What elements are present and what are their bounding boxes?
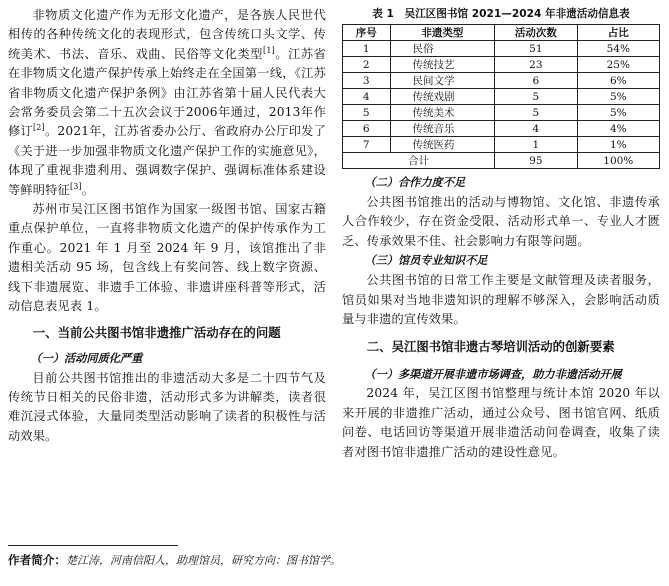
cell-share: 5%: [577, 89, 659, 105]
survey-paragraph: 2024 年，吴江区图书馆整理与统计本馆 2020 年以来开展的非遗推广活动，通过公众号、图书馆官网、纸质问卷、电话回访等渠道开展非遗活动问卷调查，收集了读者对图书馆非遗推广活动的建设性意见。: [342, 386, 660, 459]
header-count: 活动次数: [495, 25, 577, 41]
table-row: [343, 137, 660, 153]
footnote-label: 作者简介：: [8, 553, 66, 567]
cell-no: 6: [343, 121, 391, 137]
intro-text-4: 。: [81, 182, 95, 197]
table-row: [343, 73, 660, 89]
cell-count: 23: [495, 57, 577, 73]
table-header-row: [343, 25, 660, 41]
cell-count: 5: [495, 89, 577, 105]
cell-share: 4%: [577, 121, 659, 137]
intro-text-1: 非物质文化遗产作为无形文化遗产，是各族人民世代相传的各种传统文化的表现形式，包含传统口头文学、传统美术、书法、音乐、戏曲、民俗等文化类型: [8, 8, 326, 61]
cell-no: 2: [343, 57, 391, 73]
footnote-text: 楚江涛，河南信阳人，助理馆员，研究方向：图书馆学。: [65, 554, 341, 567]
intro-text-3: 。2021年，江苏省委办公厅、省政府办公厅印发了《关于进一步加强非物质文化遗产保护工作的实施意见》，体现了重视非遗利用、强调数字保护、强调标准体系建设等鲜明特征: [8, 124, 326, 197]
staff-paragraph: 公共图书馆的日常工作主要是文献管理及读者服务，馆员如果对当地非遗知识的理解不够深入，会影响活动质量与非遗的宣传效果。: [342, 273, 660, 327]
header-share: 占比: [577, 25, 659, 41]
header-no: 序号: [343, 25, 391, 41]
left-column: [8, 6, 326, 446]
cooperation-paragraph: 公共图书馆推出的活动与博物馆、文化馆、非遗传承人合作较少，存在资金受限、活动形式单一、专业人才匮乏、传承效果不佳、社会影响力有限等问题。: [342, 195, 660, 248]
table-row: [343, 41, 660, 57]
cell-no: 3: [343, 73, 391, 89]
cell-count: 1: [495, 137, 577, 153]
cell-no: 7: [343, 137, 391, 153]
cell-share: 6%: [577, 73, 659, 89]
reference-3: [3]: [69, 181, 82, 191]
table-caption: 表 1 吴江区图书馆 2021—2024 年非遗活动信息表: [372, 8, 630, 20]
cell-count: 5: [495, 105, 577, 121]
total-label: 合计: [343, 153, 495, 169]
library-paragraph: 苏州市吴江区图书馆作为国家一级图书馆、国家古籍重点保护单位，一直将非物质文化遗产的保护传承作为工作重心。2021 年 1 月至 2024 年 9 月，该馆推出了非遗相关活动 95 场，包含线上有奖问答、线上数字资源、线下非遗展览、非遗手工体验、非遗讲座科普等形式，活动信息表见表 1。: [8, 202, 326, 314]
reference-2: [2]: [32, 123, 45, 133]
author-footnote: [8, 551, 658, 570]
cell-type: 民间文学: [390, 73, 495, 89]
cell-type: 民俗: [390, 41, 495, 57]
subsection-3-heading: （三）馆员专业知识不足: [364, 254, 488, 268]
table-row: [343, 121, 660, 137]
cell-share: 1%: [577, 137, 659, 153]
subsection-2-heading: （二）合作力度不足: [364, 176, 466, 189]
total-count: 95: [495, 153, 577, 169]
cell-count: 51: [495, 41, 577, 57]
subsection-1-heading: （一）活动同质化严重: [30, 351, 143, 365]
cell-type: 传统美术: [390, 105, 495, 121]
cell-no: 4: [343, 89, 391, 105]
section-2-heading: 二、吴江图书馆非遗古琴培训活动的创新要素: [366, 339, 615, 355]
cell-type: 传统戏剧: [390, 89, 495, 105]
section-1-heading: 一、当前公共图书馆非遗推广活动存在的问题: [32, 324, 281, 340]
activity-info-table: [342, 24, 660, 169]
footnote-divider: [8, 545, 178, 546]
table-total-row: [343, 153, 660, 169]
cell-type: 传统医药: [390, 137, 495, 153]
cell-type: 传统技艺: [390, 57, 495, 73]
cell-count: 4: [495, 121, 577, 137]
cell-no: 1: [343, 41, 391, 57]
homogenization-paragraph: 目前公共图书馆推出的非遗活动大多是二十四节气及传统节日相关的民俗非遗，活动形式多为讲解类，读者很难沉浸式体验，大量同类型活动影响了读者的积极性与活动效果。: [8, 370, 326, 443]
cell-share: 5%: [577, 105, 659, 121]
right-column: [342, 6, 660, 462]
cell-count: 6: [495, 73, 577, 89]
header-type: 非遗类型: [390, 25, 495, 41]
table-row: [343, 105, 660, 121]
table-row: [343, 89, 660, 105]
total-share: 100%: [577, 153, 659, 169]
cell-no: 5: [343, 105, 391, 121]
subsection-4-heading: （一）多渠道开展非遗市场调查，助力非遗活动开展: [364, 368, 622, 382]
cell-share: 54%: [577, 41, 659, 57]
reference-1: [1]: [263, 45, 275, 55]
cell-type: 传统音乐: [390, 121, 495, 137]
cell-share: 25%: [577, 57, 659, 73]
intro-text-2: 。江苏省在非物质文化遗产保护传承上始终走在全国第一线，《江苏省非物质文化遗产保护条例》由江苏省第十届人民代表大会常务委员会第二十五次会议于2006年通过，2013年作修订: [8, 46, 326, 139]
intro-paragraph: [8, 6, 326, 200]
table-row: [343, 57, 660, 73]
